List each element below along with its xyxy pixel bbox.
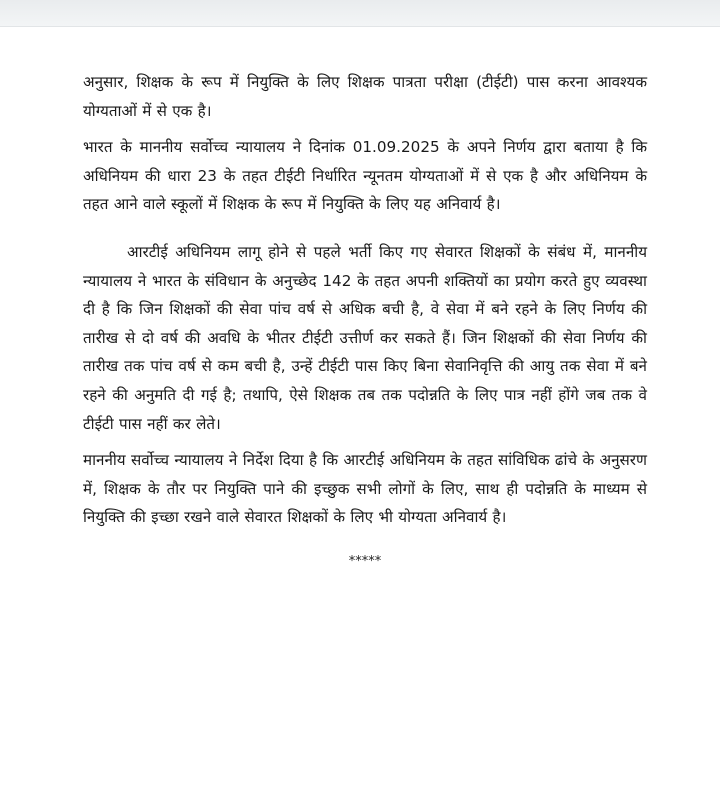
viewer-top-strip	[0, 0, 720, 27]
end-of-document-mark: *****	[348, 553, 382, 569]
document-page	[83, 68, 647, 569]
paragraph-in-service-teachers: आरटीई अधिनियम लागू होने से पहले भर्ती किए गए सेवारत शिक्षकों के संबंध में, माननीय न्यायालय ने भारत के संविधान के अनुच्छेद 142 के तहत अपनी शक्तियों का प्रयोग करते हुए व्यवस्था दी है कि जिन शिक्षकों की सेवा पांच वर्ष से अधिक बची है, वे सेवा में बने रहने के लिए निर्णय की तारीख से दो वर्ष की अवधि के भीतर टीईटी उत्तीर्ण कर सकते हैं। जिन शिक्षकों की सेवा निर्णय की तारीख तक पांच वर्ष से कम बची है, उन्हें टीईटी पास किए बिना सेवानिवृत्ति की आयु तक सेवा में बने रहने की अनुमति दी गई है; तथापि, ऐसे शिक्षक तब तक पदोन्नति के लिए पात्र नहीं होंगे जब तक वे टीईटी पास नहीं कर लेते।	[83, 242, 647, 433]
paragraph-tet-requirement: अनुसार, शिक्षक के रूप में नियुक्ति के लिए शिक्षक पात्रता परीक्षा (टीईटी) पास करना आवश्यक योग्यताओं में से एक है।	[83, 73, 647, 120]
paragraph-supreme-court-judgment: भारत के माननीय सर्वोच्च न्यायालय ने दिनांक 01.09.2025 के अपने निर्णय द्वारा बताया है कि अधिनियम की धारा 23 के तहत टीईटी निर्धारित न्यूनतम योग्यताओं में से एक है और अधिनियम के तहत आने वाले स्कूलों में शिक्षक के रूप में नियुक्ति के लिए यह अनिवार्य है।	[83, 138, 647, 214]
paragraph-court-direction: माननीय सर्वोच्च न्यायालय ने निर्देश दिया है कि आरटीई अधिनियम के तहत सांविधिक ढांचे के अनुसरण में, शिक्षक के तौर पर नियुक्ति पाने की इच्छुक सभी लोगों के लिए, साथ ही पदोन्नति के माध्यम से नियुक्ति की इच्छा रखने वाले सेवारत शिक्षकों के लिए भी योग्यता अनिवार्य है।	[83, 451, 647, 527]
